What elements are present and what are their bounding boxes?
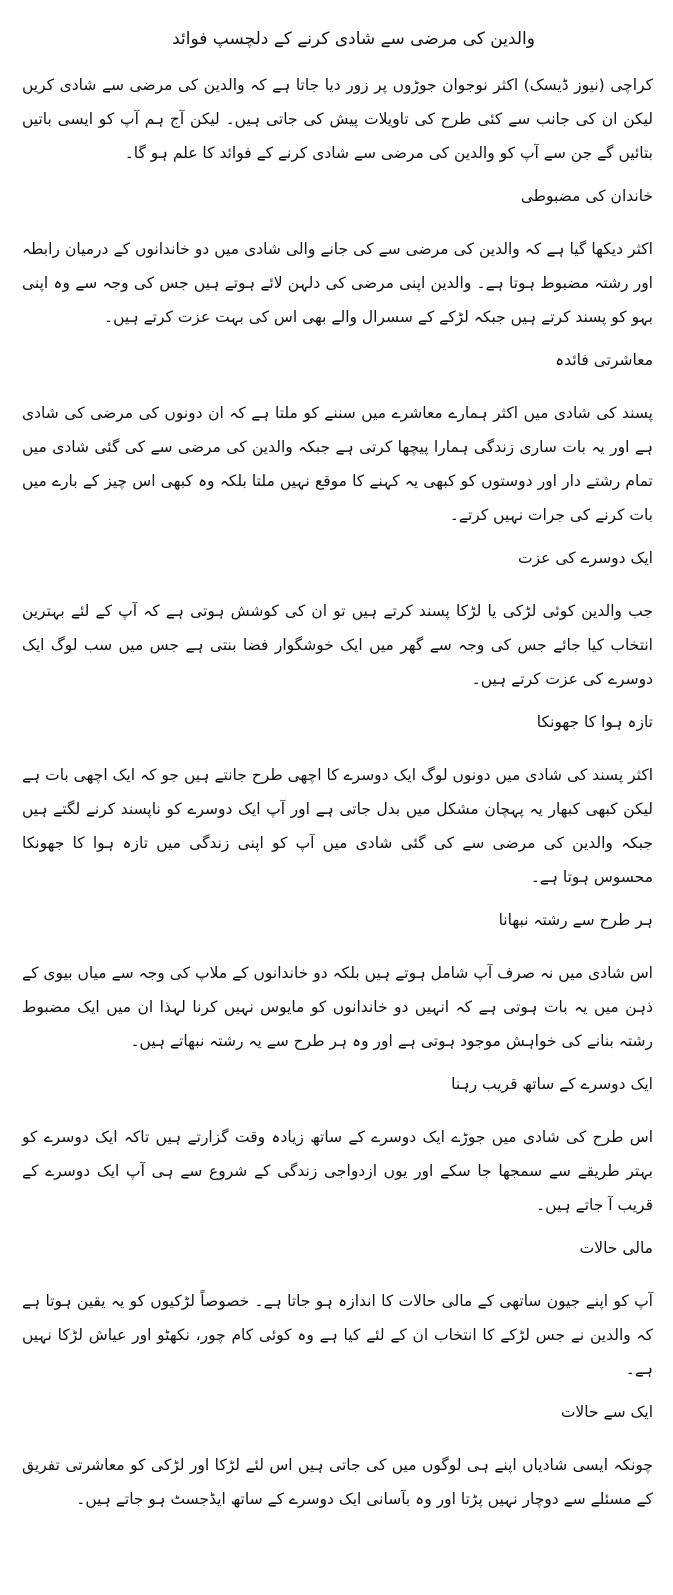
section-heading: ایک دوسرے کے ساتھ قریب رہنا <box>451 1075 653 1093</box>
section-heading: ایک سے حالات <box>560 1403 653 1421</box>
section-text: آپ کو اپنے جیون ساتھی کے مالی حالات کا اندازہ ہو جاتا ہے۔ خصوصاً لڑکیوں کو یہ یقین ہوتا ہے کہ والدین نے جس لڑکے کا انتخاب ان کے لئے کیا ہے وہ کوئی کام چور، نکھٹو اور عیاش لڑکا نہیں ہے۔ <box>22 1292 653 1378</box>
section-text: اس طرح کی شادی میں جوڑے ایک دوسرے کے ساتھ زیادہ وقت گزارتے ہیں تاکہ ایک دوسرے کو بہتر طریقے سے سمجھا جا سکے اور یوں ازدواجی زندگی کے شروع سے ہی آپ ایک دوسرے کے قریب آ جاتے ہیں۔ <box>22 1128 653 1214</box>
article-intro: کراچی (نیوز ڈیسک) اکثر نوجوان جوڑوں پر زور دیا جاتا ہے کہ والدین کی مرضی سے شادی کریں لیکن ان کی جانب سے کئی طرح کی تاویلات پیش کی جاتی ہیں۔ لیکن آج ہم آپ کو ایسی باتیں بتائیں گے جن سے آپ کو والدین کی مرضی سے شادی کرنے کے فوائد کا علم ہو گا۔ <box>22 76 653 162</box>
section-text: جب والدین کوئی لڑکی یا لڑکا پسند کرتے ہیں تو ان کی کوشش ہوتی ہے کہ آپ کے لئے بہترین انتخاب کیا جائے جس کی وجہ سے گھر میں ایک خوشگوار فضا بنتی ہے جس میں سب لوگ ایک دوسرے کی عزت کرتے ہیں۔ <box>22 602 653 688</box>
section-heading: ہر طرح سے رشتہ نبھانا <box>498 911 653 929</box>
section-heading: معاشرتی فائدہ <box>555 351 653 369</box>
section-heading: مالی حالات <box>579 1239 653 1257</box>
section-heading: ایک دوسرے کی عزت <box>518 549 653 567</box>
section-text: اکثر پسند کی شادی میں دونوں لوگ ایک دوسرے کا اچھی طرح جانتے ہیں جو کہ ایک اچھی بات ہے لیکن کبھی کبھار یہ پہچان مشکل میں بدل جاتی ہے اور آپ ایک دوسرے کو ناپسند کرنے لگتے ہیں جبکہ والدین کی مرضی سے کی گئی شادی میں آپ کو اپنی زندگی میں تازہ ہوا کا جھونکا محسوس ہوتا ہے۔ <box>22 766 653 886</box>
section-text: اکثر دیکھا گیا ہے کہ والدین کی مرضی سے کی جانے والی شادی میں دو خاندانوں کے درمیان رابطہ اور رشتہ مضبوط ہوتا ہے۔ والدین اپنی مرضی کی دلہن لائے ہوتے ہیں جس کی وجہ سے وہ اپنی بہو کو پسند کرتے ہیں جبکہ لڑکے کے سسرال والے بھی اس کی بہت عزت کرتے ہیں۔ <box>22 240 653 326</box>
section-heading: خاندان کی مضبوطی <box>520 187 653 205</box>
section-text: پسند کی شادی میں اکثر ہمارے معاشرے میں سننے کو ملتا ہے کہ ان دونوں کی مرضی کی شادی ہے اور یہ بات ساری زندگی ہمارا پیچھا کرتی ہے جبکہ والدین کی مرضی سے کی گئی شادی میں تمام رشتے دار اور دوستوں کو کبھی یہ کہنے کا موقع نہیں ملتا بلکہ وہ کبھی اس چیز کے بارے میں بات کرنے کی جرات نہیں کرتے۔ <box>22 404 653 524</box>
section-text: اس شادی میں نہ صرف آپ شامل ہوتے ہیں بلکہ دو خاندانوں کے ملاپ کی وجہ سے میاں بیوی کے ذہن میں یہ بات ہوتی ہے کہ انہیں دو خاندانوں کو مایوس نہیں کرنا لہذا ان میں ایک مضبوط رشتہ بنانے کی خواہش موجود ہوتی ہے اور وہ ہر طرح سے یہ رشتہ نبھاتے ہیں۔ <box>22 964 653 1050</box>
article-title: والدین کی مرضی سے شادی کرنے کے دلچسپ فوائد <box>172 29 535 49</box>
section-text: چونکہ ایسی شادیاں اپنے ہی لوگوں میں کی جاتی ہیں اس لئے لڑکا اور لڑکی کو معاشرتی تفریق کے مسئلے سے دوچار نہیں پڑتا اور وہ بآسانی ایک دوسرے کے ساتھ ایڈجسٹ ہو جاتے ہیں۔ <box>22 1456 653 1508</box>
section-heading: تازہ ہوا کا جھونکا <box>536 713 653 731</box>
